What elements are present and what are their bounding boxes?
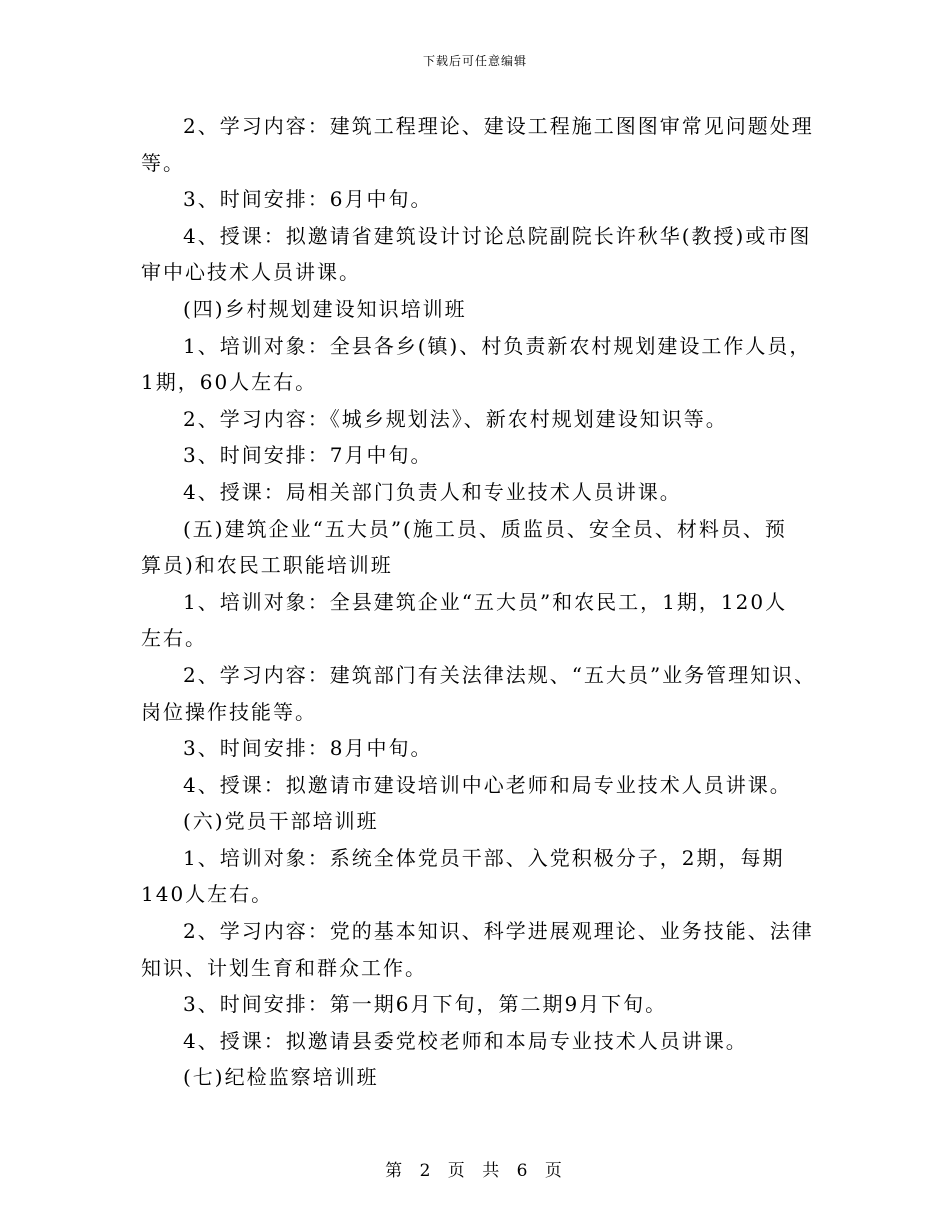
- paragraph-line: 知识、计划生育和群众工作。: [141, 955, 427, 980]
- paragraph-line: 4、授课：拟邀请市建设培训中心老师和局专业技术人员讲课。: [183, 772, 792, 797]
- paragraph-line: 2、学习内容：党的基本知识、科学进展观理论、业务技能、法律: [183, 919, 814, 944]
- paragraph-line: 左右。: [141, 626, 207, 651]
- paragraph-line: 3、时间安排：6月中旬。: [183, 187, 433, 212]
- paragraph-line: 3、时间安排：第一期6月下旬，第二期9月下旬。: [183, 992, 668, 1017]
- page-footer: 第 2 页 共 6 页: [385, 1161, 565, 1181]
- section-heading: (六)党员干部培训班: [183, 809, 379, 834]
- paragraph-line: 140人左右。: [141, 882, 274, 907]
- paragraph-line: 3、时间安排：8月中旬。: [183, 736, 433, 761]
- page-header: 下载后可任意编辑: [422, 54, 527, 68]
- paragraph-line: 1期，60人左右。: [141, 370, 318, 395]
- paragraph-line: 2、学习内容：建筑部门有关法律法规、“五大员”业务管理知识、: [183, 662, 817, 687]
- section-heading: (四)乡村规划建设知识培训班: [183, 296, 467, 321]
- paragraph-line: 1、培训对象：全县各乡(镇)、村负责新农村规划建设工作人员，: [183, 333, 812, 358]
- paragraph-line: 4、授课：局相关部门负责人和专业技术人员讲课。: [183, 479, 682, 504]
- paragraph-line: 等。: [141, 150, 185, 175]
- paragraph-line: 2、学习内容：《城乡规划法》、新农村规划建设知识等。: [183, 406, 728, 431]
- paragraph-line: 2、学习内容：建筑工程理论、建设工程施工图图审常见问题处理: [183, 114, 814, 138]
- paragraph-line: 4、授课：拟邀请省建筑设计讨论总院副院长许秋华(教授)或市图: [183, 223, 812, 248]
- paragraph-line: 1、培训对象：系统全体党员干部、入党积极分子，2期，每期: [183, 845, 785, 870]
- section-heading: (七)纪检监察培训班: [183, 1065, 379, 1090]
- paragraph-line: 3、时间安排：7月中旬。: [183, 443, 433, 468]
- paragraph-line: 1、培训对象：全县建筑企业“五大员”和农民工，1期，120人: [183, 589, 788, 614]
- paragraph-line: 岗位操作技能等。: [141, 699, 317, 724]
- paragraph-line: 审中心技术人员讲课。: [141, 260, 361, 285]
- paragraph-line: 4、授课：拟邀请县委党校老师和本局专业技术人员讲课。: [183, 1028, 748, 1053]
- section-heading: (五)建筑企业“五大员”(施工员、质监员、安全员、材料员、预: [183, 516, 787, 541]
- document-body: [141, 108, 821, 1096]
- section-heading-continued: 算员)和农民工职能培训班: [141, 553, 393, 578]
